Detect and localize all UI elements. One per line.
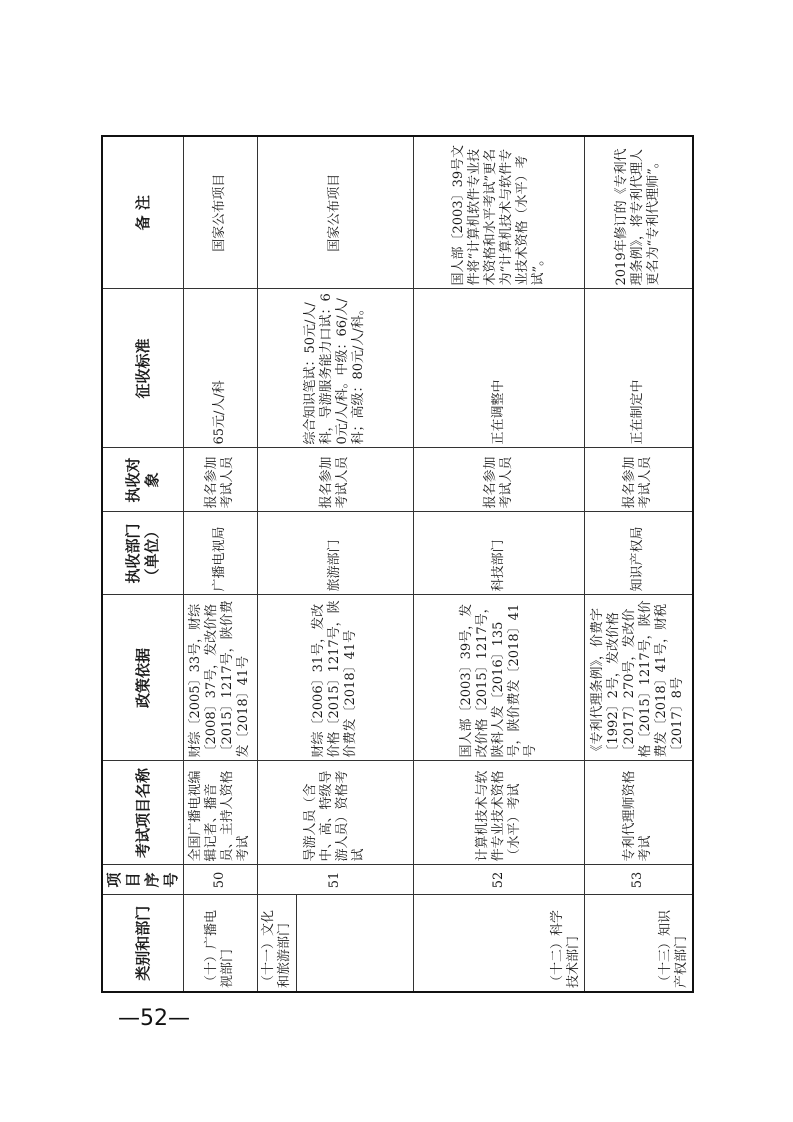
dept-cell: 知识产权局	[584, 512, 693, 595]
policy-cell: 财综〔2006〕31号，发改价格〔2015〕1217号，陕价费发〔2018〕41号	[257, 595, 413, 761]
table-row	[584, 136, 693, 992]
target-cell: 报名参加考试人员	[184, 448, 258, 512]
seq-cell: 50	[184, 865, 258, 895]
standard-cell: 正在制定中	[584, 289, 693, 448]
table-row	[257, 136, 297, 992]
dept-cell: 广播电视局	[184, 512, 258, 595]
empty-category-cell	[297, 895, 414, 992]
header-row	[102, 136, 184, 992]
exam-fee-table	[101, 135, 694, 993]
dept-cell: 旅游部门	[257, 512, 413, 595]
policy-cell: 国人部〔2003〕39号，发改价格〔2015〕1217号，陕科人发〔2016〕135号，陕价费发〔2018〕41号	[413, 595, 584, 761]
header-seq-line2: 序号	[143, 872, 180, 888]
target-cell: 报名参加考试人员	[584, 448, 693, 512]
page-number: —52—	[118, 1006, 190, 1031]
seq-cell: 51	[257, 865, 413, 895]
standard-cell: 综合知识笔试：50元/人/科，导游服务能力口试：60元/人/科。中级：66/人/科；高级：80元/人/科。	[257, 289, 413, 448]
policy-cell: 财综〔2005〕33号，财综〔2008〕37号，发改价格〔2015〕1217号，陕价费发〔2018〕41号	[184, 595, 258, 761]
header-dept-line1: 执收部门	[124, 523, 142, 584]
category-cell: （十二）科学技术部门	[413, 895, 584, 992]
header-policy: 政策依据	[102, 595, 184, 761]
remark-cell: 国人部〔2003〕39号文件将“计算机软件专业技术资格和水平考试”更名为“计算机技术与软件专业技术资格（水平）考试”。	[413, 136, 584, 289]
standard-cell: 65元/人/科	[184, 289, 258, 448]
target-cell: 报名参加考试人员	[257, 448, 413, 512]
dept-cell: 科技部门	[413, 512, 584, 595]
remark-cell: 2019年修订的《专利代理条例》，将专利代理人更名为“专利代理师”。	[584, 136, 693, 289]
header-standard: 征收标准	[102, 289, 184, 448]
remark-cell: 国家公布项目	[257, 136, 413, 289]
exam-name-cell: 全国广播电视编辑记者、播音员、主持人资格考试	[184, 761, 258, 865]
table-row	[413, 136, 584, 992]
header-dept	[102, 512, 184, 595]
header-remark: 备 注	[102, 136, 184, 289]
header-seq-line1: 项目	[105, 872, 142, 888]
header-target: 执收对象	[102, 448, 184, 512]
target-cell: 报名参加考试人员	[413, 448, 584, 512]
category-cell: （十三）知识产权部门	[584, 895, 693, 992]
header-seq	[102, 865, 184, 895]
remark-cell: 国家公布项目	[184, 136, 258, 289]
seq-cell: 53	[584, 865, 693, 895]
standard-cell: 正在调整中	[413, 289, 584, 448]
header-dept-line2: （单位）	[143, 523, 161, 584]
header-exam-name: 考试项目名称	[102, 761, 184, 865]
rotated-table-wrapper	[101, 137, 694, 993]
exam-name-cell: 计算机技术与软件专业技术资格（水平）考试	[413, 761, 584, 865]
policy-cell: 《专利代理条例》，价费字〔1992〕2号，发改价格〔2017〕270号，发改价格〔2015〕1217号，陕价费发〔2018〕41号，财税〔2017〕8号	[584, 595, 693, 761]
category-cell: （十）广播电视部门	[184, 895, 258, 992]
exam-name-cell: 导游人员（含中、高、特级导游人员）资格考试	[257, 761, 413, 865]
header-category: 类别和部门	[102, 895, 184, 992]
table-row	[184, 136, 258, 992]
category-cell: （十一）文化和旅游部门	[257, 895, 297, 992]
seq-cell: 52	[413, 865, 584, 895]
exam-name-cell: 专利代理师资格考试	[584, 761, 693, 865]
